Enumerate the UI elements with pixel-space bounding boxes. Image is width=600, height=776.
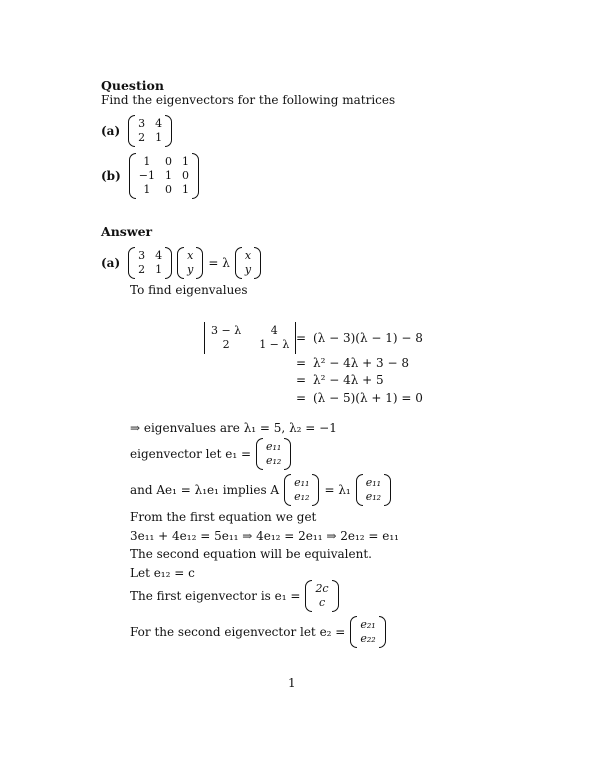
det-line-1: (λ − 3)(λ − 1) − 8 bbox=[313, 331, 423, 345]
matrix-cell: 4 bbox=[155, 249, 163, 262]
find-eigenvalues-text: To find eigenvalues bbox=[130, 283, 248, 297]
vector-cell: y bbox=[187, 263, 194, 276]
first-equation-result: 3e₁₁ + 4e₁₂ = 5e₁₁ ⇒ 4e₁₂ = 2e₁₁ ⇒ 2e₁₂ = e₁₁ bbox=[130, 529, 399, 543]
matrix-cell: 1 bbox=[181, 155, 189, 168]
matrix-cell: 1 bbox=[155, 131, 163, 144]
vector-cell: x bbox=[187, 249, 194, 262]
eigenvalues-result: ⇒ eigenvalues are λ₁ = 5, λ₂ = −1 bbox=[130, 421, 337, 435]
setup-vector-right bbox=[235, 247, 261, 279]
vector-cell: e₂₁ bbox=[360, 618, 376, 631]
vector-cell: c bbox=[318, 596, 326, 609]
setup-vector-left bbox=[177, 247, 203, 279]
answer-part-a-label: (a) bbox=[101, 255, 121, 270]
matrix-cell: 3 bbox=[138, 117, 146, 130]
question-prompt: Find the eigenvectors for the following matrices bbox=[101, 93, 396, 107]
vector-cell: e₁₂ bbox=[294, 490, 310, 503]
first-eigenvector-line bbox=[130, 580, 339, 612]
vector-cell: e₁₁ bbox=[294, 476, 310, 489]
and-equals: = λ₁ bbox=[324, 482, 351, 497]
vector-cell: e₁₂ bbox=[365, 490, 382, 503]
part-a-label: (a) bbox=[101, 123, 121, 138]
second-eigvec-vector bbox=[350, 616, 385, 648]
equals-lambda: = λ bbox=[208, 255, 230, 270]
det-eq-sign: = bbox=[296, 331, 307, 345]
determinant bbox=[204, 322, 296, 354]
question-heading: Question bbox=[101, 78, 164, 93]
vector-cell: e₁₁ bbox=[365, 476, 382, 489]
matrix-cell: 1 bbox=[164, 169, 172, 182]
answer-setup-equation bbox=[101, 247, 261, 279]
let-c-text: Let e₁₂ = c bbox=[130, 566, 195, 580]
matrix-cell: 3 bbox=[138, 249, 146, 262]
vector-cell: e₂₂ bbox=[360, 632, 376, 645]
and-vector-left bbox=[284, 474, 319, 506]
and-text: and Ae₁ = λ₁e₁ implies A bbox=[130, 482, 280, 497]
det-eq-sign: = bbox=[296, 373, 307, 387]
vector-cell: e₁₁ bbox=[266, 440, 282, 453]
det-eq-sign: = bbox=[296, 356, 307, 370]
matrix-b bbox=[129, 153, 199, 199]
page-number: 1 bbox=[288, 676, 296, 690]
matrix-a bbox=[128, 115, 172, 147]
vector-cell: x bbox=[244, 249, 252, 262]
matrix-cell: 1 bbox=[181, 183, 189, 196]
det-cell: 3 − λ bbox=[211, 324, 242, 337]
matrix-cell: 0 bbox=[181, 169, 189, 182]
and-implies-line bbox=[130, 474, 391, 506]
matrix-cell: 1 bbox=[143, 183, 151, 196]
question-part-b bbox=[101, 153, 199, 199]
det-line-2: λ² − 4λ + 3 − 8 bbox=[313, 356, 409, 370]
matrix-cell: 2 bbox=[138, 263, 146, 276]
vector-cell: y bbox=[244, 263, 252, 276]
det-line-4: (λ − 5)(λ + 1) = 0 bbox=[313, 391, 423, 405]
det-cell: 4 bbox=[270, 324, 278, 337]
question-part-a bbox=[101, 115, 172, 147]
eigvec-let-vector bbox=[256, 438, 291, 470]
matrix-cell: 1 bbox=[143, 155, 151, 168]
det-cell: 2 bbox=[222, 338, 230, 351]
eigenvector-let-line bbox=[130, 438, 291, 470]
vector-cell: 2c bbox=[315, 582, 329, 595]
first-eigvec-vector bbox=[305, 580, 338, 612]
matrix-cell: 2 bbox=[138, 131, 146, 144]
matrix-cell: 1 bbox=[155, 263, 163, 276]
eigvec-let-text: eigenvector let e₁ = bbox=[130, 446, 252, 461]
first-equation-text: From the first equation we get bbox=[130, 510, 317, 524]
second-equation-text: The second equation will be equivalent. bbox=[130, 547, 372, 561]
det-cell: 1 − λ bbox=[259, 338, 290, 351]
and-vector-right bbox=[356, 474, 391, 506]
answer-heading: Answer bbox=[101, 224, 153, 239]
matrix-cell: 0 bbox=[164, 183, 172, 196]
vector-cell: e₁₂ bbox=[266, 454, 282, 467]
second-eigvec-text: For the second eigenvector let e₂ = bbox=[130, 624, 346, 639]
part-b-label: (b) bbox=[101, 168, 121, 183]
setup-matrix bbox=[128, 247, 172, 279]
matrix-cell: 4 bbox=[155, 117, 163, 130]
first-eigvec-text: The first eigenvector is e₁ = bbox=[130, 588, 301, 603]
det-eq-sign: = bbox=[296, 391, 307, 405]
det-line-3: λ² − 4λ + 5 bbox=[313, 373, 384, 387]
matrix-cell: −1 bbox=[138, 169, 155, 182]
second-eigenvector-line bbox=[130, 616, 386, 648]
matrix-cell: 0 bbox=[164, 155, 172, 168]
